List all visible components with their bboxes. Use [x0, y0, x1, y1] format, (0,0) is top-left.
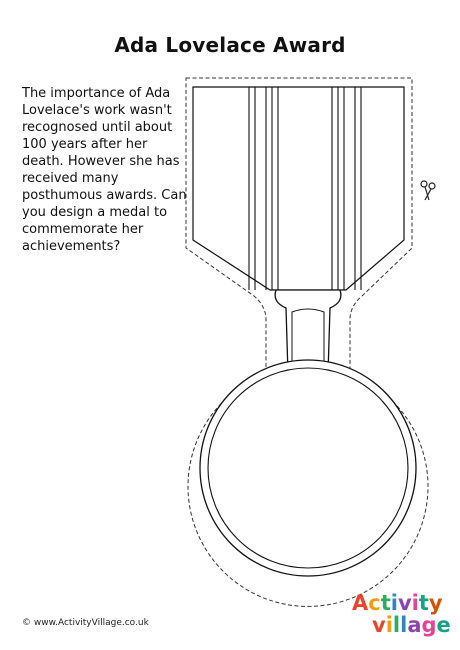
- scissors-icon: [421, 181, 435, 200]
- medal-disc-outer: [200, 360, 416, 576]
- logo-word-activity: Activity: [352, 591, 443, 615]
- activity-village-logo: [352, 591, 451, 637]
- intro-text: The importance of Ada Lovelace's work wasn't recognosed until about 100 years after her death. However she has received many posthumous awards. Can you design a medal to commemorate her achievements?: [22, 86, 187, 254]
- ribbon: [193, 87, 404, 290]
- copyright-footer: © www.ActivityVillage.co.uk: [22, 618, 149, 628]
- page-title: Ada Lovelace Award: [114, 33, 346, 57]
- logo-word-village: village: [372, 613, 451, 637]
